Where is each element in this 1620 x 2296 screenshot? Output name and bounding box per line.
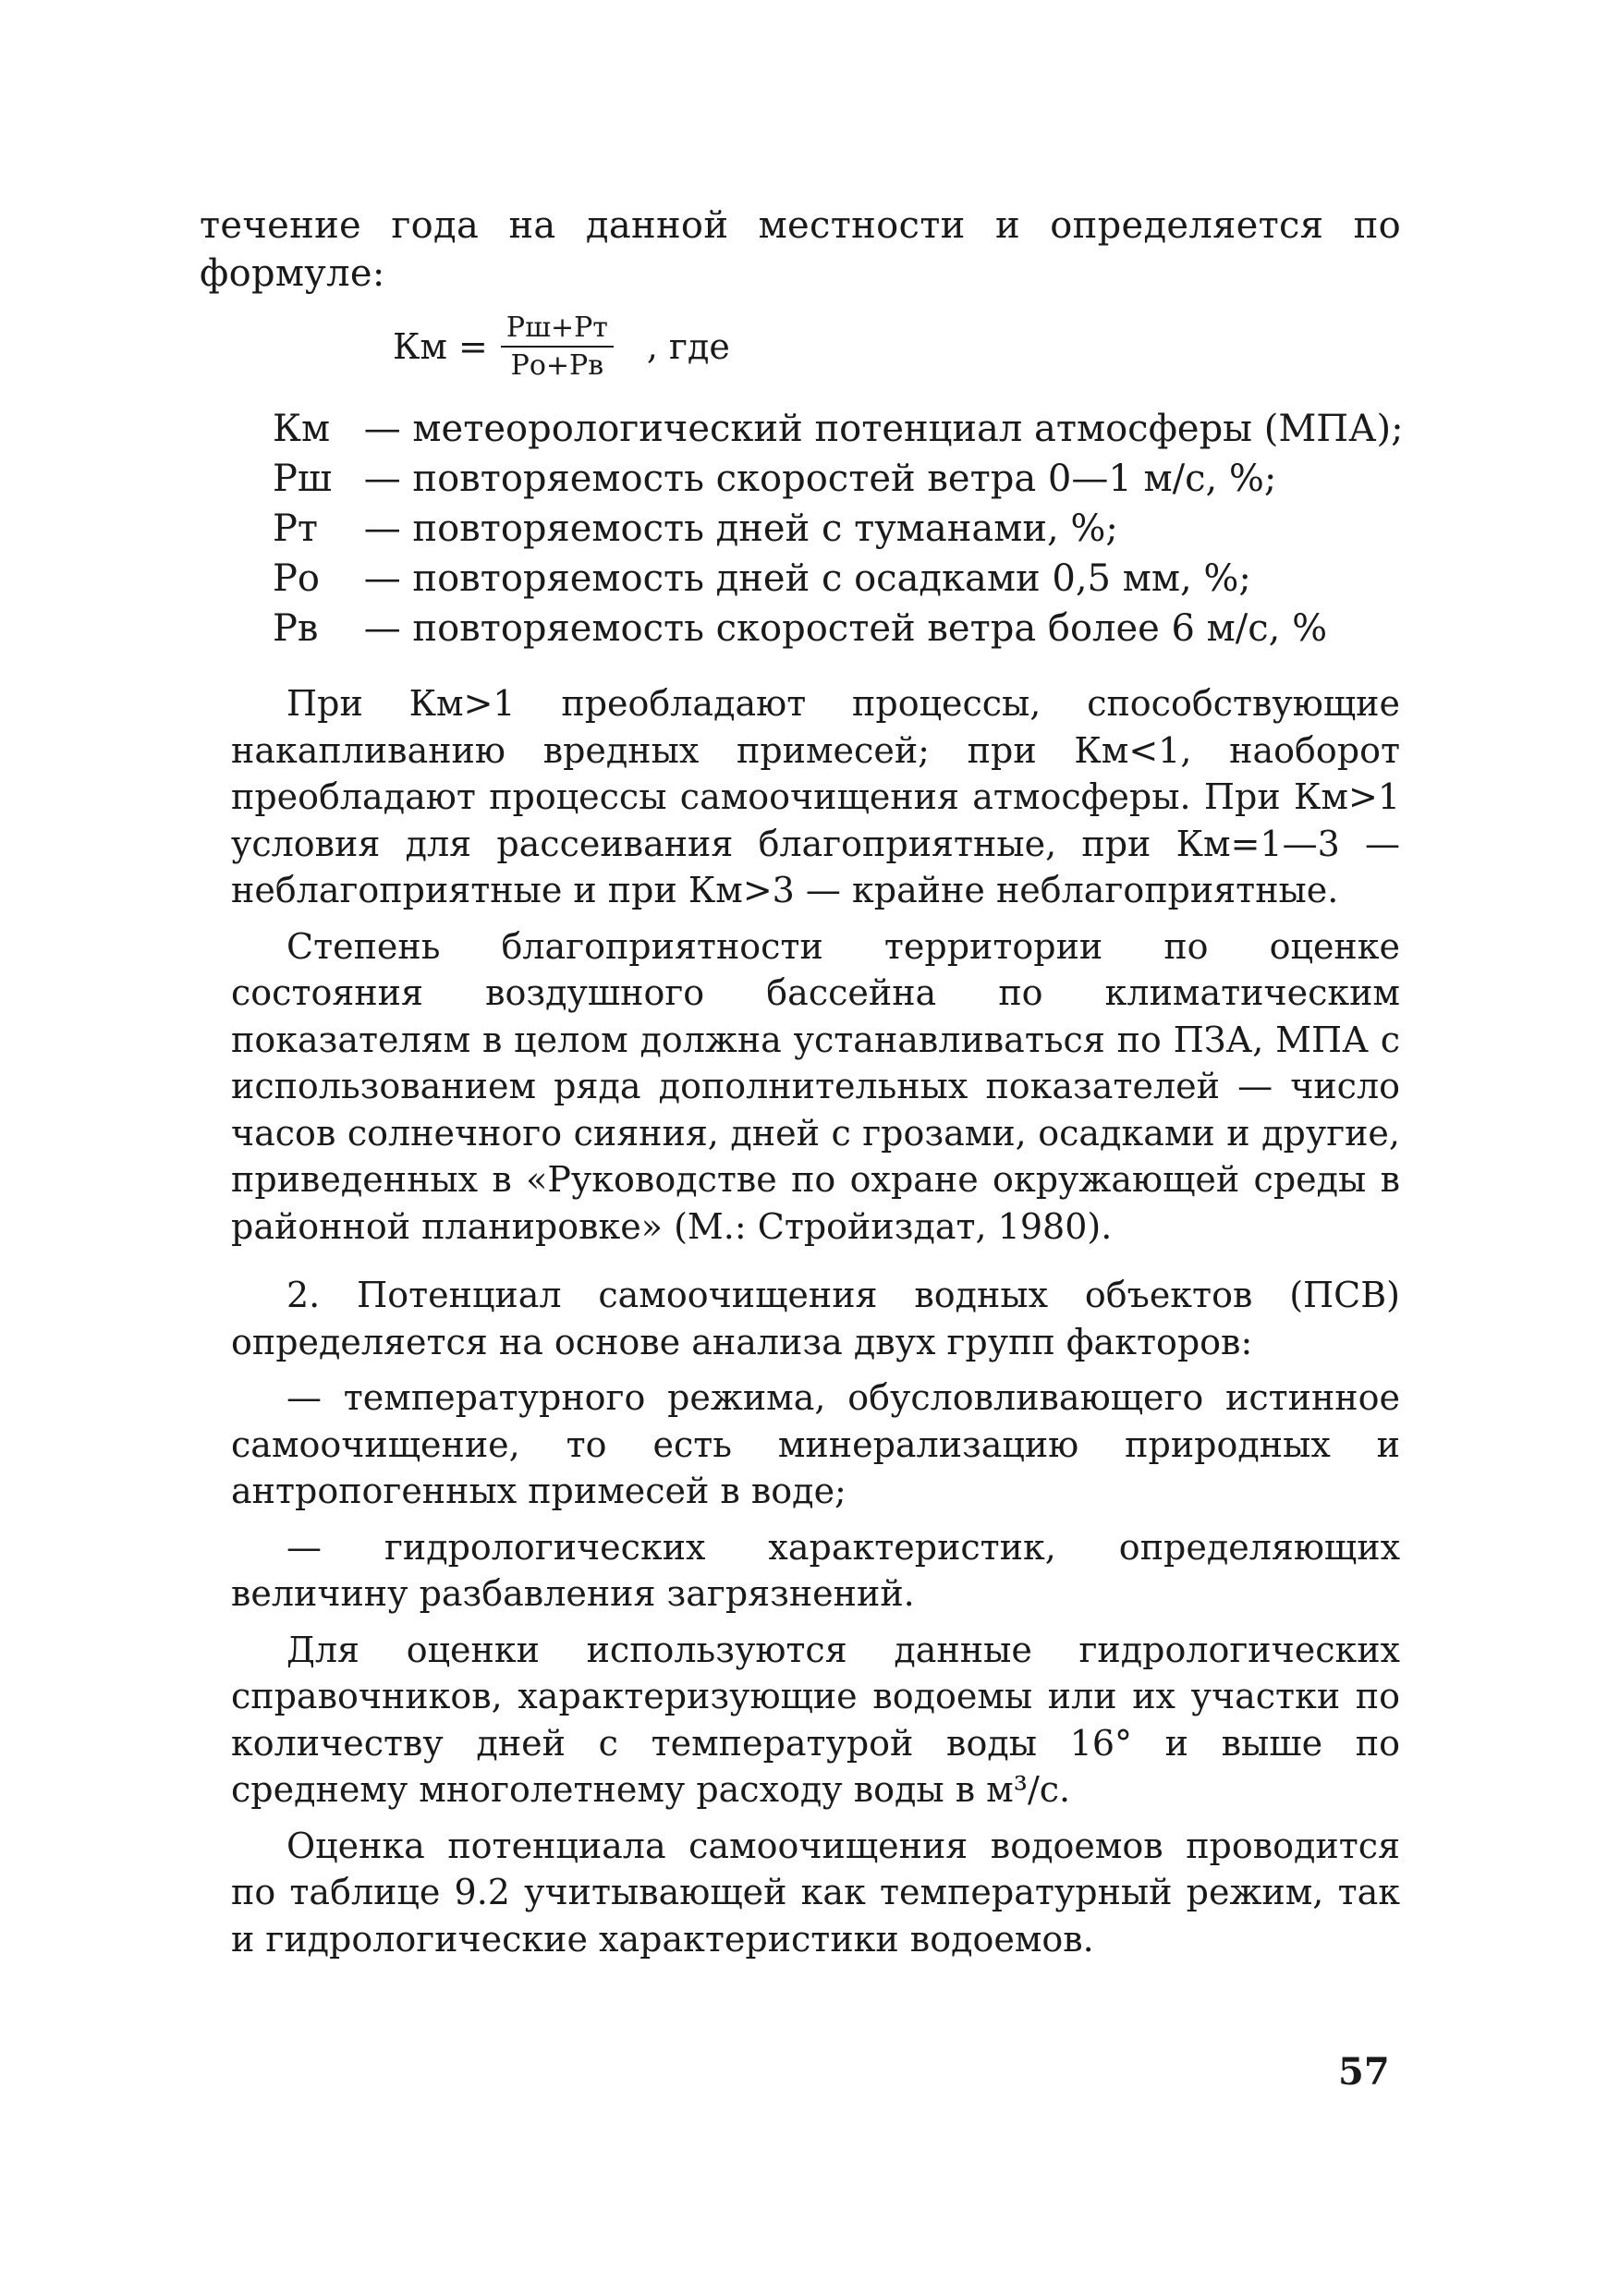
definition-symbol: Рш xyxy=(273,458,333,500)
paragraph-hydrology-factor: — гидрологических характеристик, определяющих величину разбавления загрязнений. xyxy=(231,1526,1400,1614)
definitions-list xyxy=(273,404,1404,653)
definition-text: — повторяемость скоростей ветра 0—1 м/с, %; xyxy=(363,458,1277,500)
definition-text: — повторяемость дней с осадками 0,5 мм, %; xyxy=(363,557,1251,600)
definition-item xyxy=(273,504,1400,554)
definition-text: — повторяемость дней с туманами, %; xyxy=(363,507,1118,550)
formula-lhs: Км = xyxy=(393,326,488,367)
paragraph-favorability: Степень благоприятности территории по оценке состояния воздушного бассейна по климатическим показателям в целом должна устанавливаться по ПЗА, МПА с использованием ряда дополнительных показателей — число часов солнечного сияния, дней с грозами, осадками и другие, приведенных в «Руководстве по охране окружающей среды в районной планировке» (М.: Стройиздат, 1980). xyxy=(231,925,1400,1247)
formula-fraction xyxy=(501,311,614,382)
definition-symbol: Рв xyxy=(273,607,319,650)
formula xyxy=(393,305,730,388)
definition-text: — метеорологический потенциал атмосферы (МПА); xyxy=(363,408,1404,450)
paragraph-temperature-factor: — температурного режима, обусловливающего истинное самоочищение, то есть минерализацию природных и антропогенных примесей в воде; xyxy=(231,1377,1400,1511)
paragraph-assessment-table: Оценка потенциала самоочищения водоемов проводится по таблице 9.2 учитывающей как температурный режим, так и гидрологические характеристики водоемов. xyxy=(231,1825,1400,1960)
paragraph-water-potential: 2. Потенциал самоочищения водных объектов (ПСВ) определяется на основе анализа двух групп факторов: xyxy=(231,1275,1400,1362)
formula-denominator: Ро+Рв xyxy=(510,349,604,382)
formula-where: , где xyxy=(646,326,730,367)
definition-symbol: Ро xyxy=(273,557,320,600)
intro-text: течение года на данной местности и определяется по формуле: xyxy=(200,204,1401,295)
body-text xyxy=(231,680,1400,1972)
definition-symbol: Км xyxy=(273,408,331,450)
paragraph-assessment-data: Для оценки используются данные гидрологических справочников, характеризующие водоемы или их участки по количеству дней с температурой воды 16° и выше по среднему многолетнему расходу воды в м³/с. xyxy=(231,1629,1400,1810)
definition-item xyxy=(273,554,1400,604)
definition-text: — повторяемость скоростей ветра более 6 м/с, % xyxy=(363,607,1328,650)
definition-item xyxy=(273,454,1400,504)
definition-symbol: Рт xyxy=(273,507,319,550)
definition-item xyxy=(273,604,1400,653)
definition-item xyxy=(273,404,1404,454)
page-number: 57 xyxy=(1338,2050,1390,2094)
paragraph-conditions: При Км>1 преобладают процессы, способствующие накапливанию вредных примесей; при Км<1, наоборот преобладают процессы самоочищения атмосферы. При Км>1 условия для рассеивания благоприятные, при Км=1—3 — неблагоприятные и при Км>3 — крайне неблагоприятные. xyxy=(231,683,1400,910)
formula-numerator: Рш+Рт xyxy=(501,311,614,348)
